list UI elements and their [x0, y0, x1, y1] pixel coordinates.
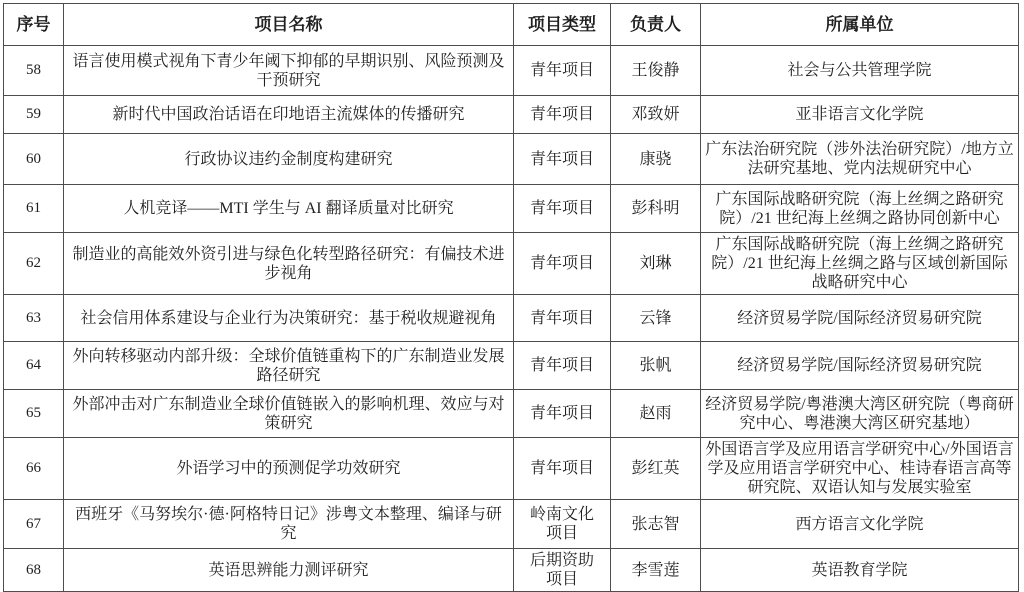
cell-project-type: 青年项目: [514, 390, 611, 438]
cell-leader: 李雪莲: [611, 549, 701, 592]
cell-project-name: 外向转移驱动内部升级：全球价值链重构下的广东制造业发展路径研究: [64, 342, 514, 390]
table-row: [4, 233, 1019, 295]
cell-no: 61: [4, 185, 64, 233]
cell-no: 59: [4, 96, 64, 134]
projects-table: [3, 3, 1019, 592]
table-row: [4, 549, 1019, 592]
cell-leader: 邓致妍: [611, 96, 701, 134]
cell-no: 58: [4, 46, 64, 96]
cell-leader: 彭红英: [611, 438, 701, 500]
cell-project-name: 人机竞译——MTI 学生与 AI 翻译质量对比研究: [64, 185, 514, 233]
table-row: [4, 185, 1019, 233]
table-row: [4, 500, 1019, 549]
cell-unit: 经济贸易学院/粤港澳大湾区研究院（粤商研究中心、粤港澳大湾区研究基地）: [701, 390, 1019, 438]
cell-project-name: 制造业的高能效外资引进与绿色化转型路径研究：有偏技术进步视角: [64, 233, 514, 295]
header-leader: 负责人: [611, 4, 701, 46]
cell-no: 65: [4, 390, 64, 438]
table-row: [4, 438, 1019, 500]
cell-project-type: 青年项目: [514, 342, 611, 390]
cell-leader: 张帆: [611, 342, 701, 390]
cell-leader: 刘琳: [611, 233, 701, 295]
cell-project-name: 行政协议违约金制度构建研究: [64, 134, 514, 185]
header-project-name: 项目名称: [64, 4, 514, 46]
cell-no: 64: [4, 342, 64, 390]
cell-no: 60: [4, 134, 64, 185]
cell-project-type: 青年项目: [514, 233, 611, 295]
cell-unit: 经济贸易学院/国际经济贸易研究院: [701, 295, 1019, 342]
cell-project-name: 西班牙《马努埃尔·德·阿格特日记》涉粤文本整理、编译与研究: [64, 500, 514, 549]
cell-unit: 英语教育学院: [701, 549, 1019, 592]
cell-project-type: 青年项目: [514, 46, 611, 96]
cell-unit: 广东国际战略研究院（海上丝绸之路研究院）/21 世纪海上丝绸之路协同创新中心: [701, 185, 1019, 233]
cell-project-name: 英语思辨能力测评研究: [64, 549, 514, 592]
cell-unit: 广东国际战略研究院（海上丝绸之路研究院）/21 世纪海上丝绸之路与区域创新国际战略研究中心: [701, 233, 1019, 295]
cell-no: 62: [4, 233, 64, 295]
cell-unit: 广东法治研究院（涉外法治研究院）/地方立法研究基地、党内法规研究中心: [701, 134, 1019, 185]
cell-unit: 亚非语言文化学院: [701, 96, 1019, 134]
header-unit: 所属单位: [701, 4, 1019, 46]
cell-project-type: 青年项目: [514, 134, 611, 185]
cell-project-type: 后期资助项目: [514, 549, 611, 592]
table-row: [4, 134, 1019, 185]
header-project-type: 项目类型: [514, 4, 611, 46]
table-row: [4, 342, 1019, 390]
table-row: [4, 96, 1019, 134]
cell-unit: 社会与公共管理学院: [701, 46, 1019, 96]
cell-no: 67: [4, 500, 64, 549]
cell-project-type: 青年项目: [514, 295, 611, 342]
cell-no: 66: [4, 438, 64, 500]
cell-no: 63: [4, 295, 64, 342]
header-no: 序号: [4, 4, 64, 46]
cell-leader: 赵雨: [611, 390, 701, 438]
table-row: [4, 390, 1019, 438]
cell-leader: 张志智: [611, 500, 701, 549]
cell-leader: 王俊静: [611, 46, 701, 96]
table-row: [4, 295, 1019, 342]
table-row: [4, 46, 1019, 96]
cell-no: 68: [4, 549, 64, 592]
cell-project-name: 语言使用模式视角下青少年阈下抑郁的早期识别、风险预测及干预研究: [64, 46, 514, 96]
cell-project-name: 外部冲击对广东制造业全球价值链嵌入的影响机理、效应与对策研究: [64, 390, 514, 438]
cell-unit: 外国语言学及应用语言学研究中心/外国语言学及应用语言学研究中心、桂诗春语言高等研究院、双语认知与发展实验室: [701, 438, 1019, 500]
cell-project-name: 外语学习中的预测促学功效研究: [64, 438, 514, 500]
cell-leader: 云锋: [611, 295, 701, 342]
cell-project-type: 青年项目: [514, 96, 611, 134]
cell-leader: 彭科明: [611, 185, 701, 233]
cell-project-name: 新时代中国政治话语在印地语主流媒体的传播研究: [64, 96, 514, 134]
cell-project-type: 岭南文化项目: [514, 500, 611, 549]
cell-project-name: 社会信用体系建设与企业行为决策研究：基于税收规避视角: [64, 295, 514, 342]
cell-project-type: 青年项目: [514, 438, 611, 500]
cell-unit: 西方语言文化学院: [701, 500, 1019, 549]
cell-unit: 经济贸易学院/国际经济贸易研究院: [701, 342, 1019, 390]
table-header-row: [4, 4, 1019, 46]
cell-project-type: 青年项目: [514, 185, 611, 233]
cell-leader: 康骁: [611, 134, 701, 185]
